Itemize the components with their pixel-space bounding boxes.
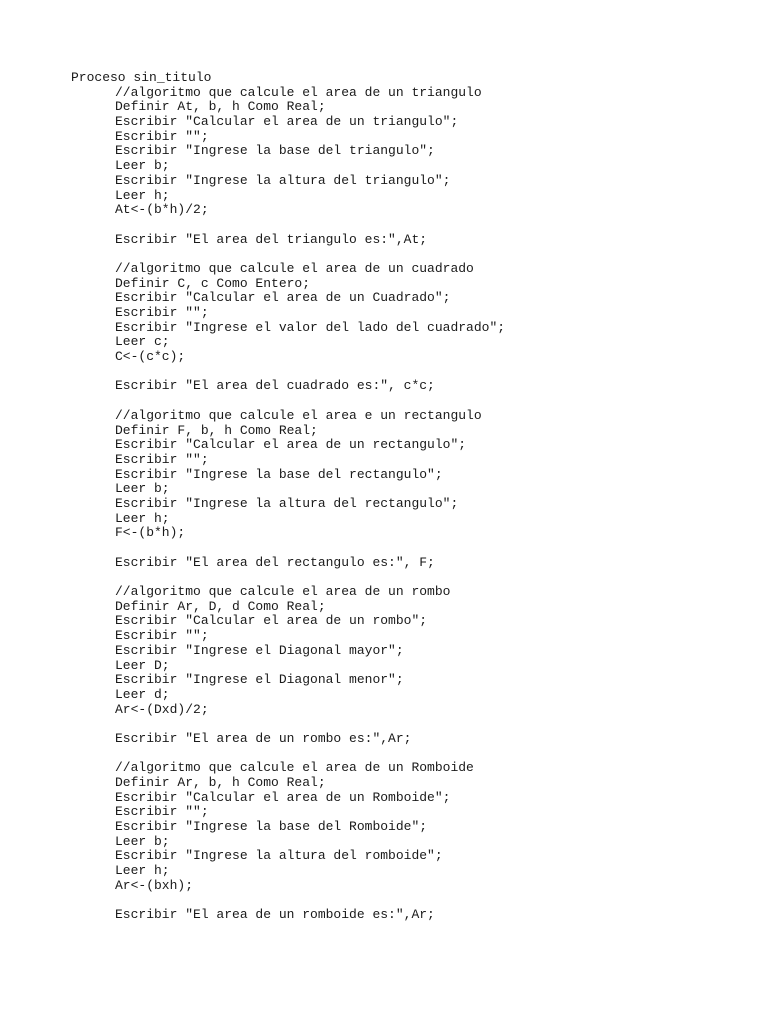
- code-line: Escribir "El area del rectangulo es:", F;: [115, 554, 435, 570]
- code-line: Escribir "Calcular el area de un Romboide";: [115, 789, 451, 805]
- code-line: Leer h;: [115, 510, 170, 526]
- code-line: Escribir "Ingrese la base del Romboide";: [115, 819, 428, 835]
- blank-line: [71, 365, 505, 380]
- code-line: Escribir "Calcular el area de un rectangulo";: [115, 437, 467, 453]
- code-line: Escribir "Ingrese la base del triangulo";: [115, 143, 435, 159]
- code-line: Escribir "";: [115, 804, 209, 820]
- blank-line: [71, 747, 505, 762]
- code-line: At<-(b*h)/2;: [115, 202, 209, 218]
- code-line: Escribir "Ingrese la altura del triangulo";: [115, 172, 451, 188]
- code-line: Escribir "El area de un romboide es:",Ar;: [115, 907, 435, 923]
- code-line: Escribir "";: [115, 451, 209, 467]
- code-line: Leer b;: [115, 481, 170, 497]
- code-line: Leer h;: [115, 863, 170, 879]
- code-line: Leer c;: [115, 334, 170, 350]
- code-line: Escribir "Ingrese la altura del rectangulo";: [115, 495, 459, 511]
- blank-line: [71, 717, 505, 732]
- code-line: Escribir "Ingrese el valor del lado del cuadrado";: [115, 319, 506, 335]
- code-line: Escribir "Ingrese el Diagonal mayor";: [115, 642, 404, 658]
- code-line: Definir Ar, b, h Como Real;: [115, 775, 326, 790]
- blank-line: [71, 394, 505, 409]
- code-line: //algoritmo que calcule el area de un Romboide: [115, 760, 474, 776]
- code-line: Escribir "Ingrese la base del rectangulo";: [115, 466, 443, 482]
- code-line: Escribir "Calcular el area de un triangulo";: [115, 114, 459, 130]
- code-line: Definir F, b, h Como Real;: [115, 422, 318, 438]
- code-line: Ar<-(Dxd)/2;: [115, 701, 209, 717]
- code-line: Definir C, c Como Entero;: [115, 275, 311, 291]
- code-line: Escribir "Ingrese la altura del romboide";: [115, 848, 443, 864]
- code-line: //algoritmo que calcule el area de un cuadrado: [115, 260, 474, 276]
- code-line: Escribir "Calcular el area de un rombo";: [115, 613, 428, 629]
- code-line: Escribir "Ingrese el Diagonal menor";: [115, 672, 404, 688]
- code-line: Leer D;: [115, 657, 170, 673]
- code-line: Definir At, b, h Como Real;: [115, 99, 326, 115]
- blank-line: [71, 894, 505, 909]
- code-line: //algoritmo que calcule el area de un triangulo: [115, 84, 482, 100]
- code-line: Escribir "";: [115, 628, 209, 644]
- code-line: Escribir "";: [115, 128, 209, 144]
- code-line: Escribir "Calcular el area de un Cuadrado";: [115, 290, 451, 306]
- code-line: Leer d;: [115, 686, 170, 702]
- code-line: C<-(c*c);: [115, 349, 186, 365]
- code-line: Ar<-(bxh);: [115, 877, 194, 893]
- code-line: Leer b;: [115, 833, 170, 849]
- code-line: Escribir "El area del triangulo es:",At;: [115, 231, 428, 247]
- code-line: Leer b;: [115, 158, 170, 174]
- code-line: Proceso sin_titulo: [71, 70, 212, 85]
- blank-line: [71, 218, 505, 233]
- pseudocode-listing: [71, 71, 505, 923]
- code-line: F<-(b*h);: [115, 525, 186, 541]
- blank-line: [71, 247, 505, 262]
- code-line: Escribir "";: [115, 305, 209, 320]
- code-line: Definir Ar, D, d Como Real;: [115, 598, 326, 614]
- code-line: //algoritmo que calcule el area e un rectangulo: [115, 407, 482, 423]
- code-line: Escribir "El area de un rombo es:",Ar;: [115, 730, 412, 746]
- blank-line: [71, 541, 505, 556]
- code-line: Escribir "El area del cuadrado es:", c*c;: [115, 378, 435, 394]
- code-line: Leer h;: [115, 187, 170, 203]
- code-line: //algoritmo que calcule el area de un rombo: [115, 584, 451, 600]
- blank-line: [71, 570, 505, 585]
